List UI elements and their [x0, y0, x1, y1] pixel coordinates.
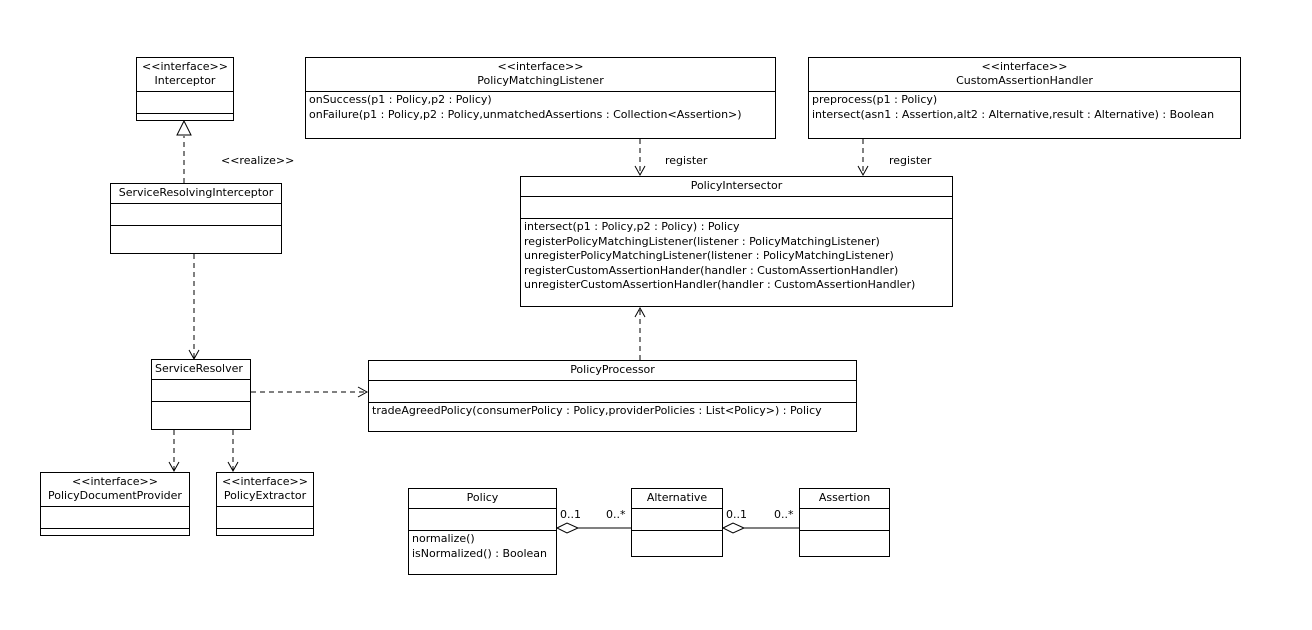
class-name: Policy: [466, 491, 499, 504]
operations-section: [152, 402, 250, 404]
method: registerPolicyMatchingListener(listener : PolicyMatchingListener): [524, 234, 880, 248]
class-header: [306, 58, 775, 92]
class-name: PolicyIntersector: [690, 179, 783, 192]
stereotype: <<interface>>: [72, 475, 158, 488]
attributes-section: [41, 507, 189, 529]
method: isNormalized() : Boolean: [412, 546, 547, 560]
attributes-section: [111, 204, 281, 226]
attributes-section: [521, 197, 952, 219]
class-header: [409, 489, 556, 509]
method: tradeAgreedPolicy(consumerPolicy : Policy,providerPolicies : List<Policy>) : Policy: [372, 404, 822, 417]
class-header: [632, 489, 722, 509]
class-policy-extractor[interactable]: [216, 472, 314, 536]
operations-section: [800, 531, 889, 533]
method: preprocess(p1 : Policy): [812, 93, 938, 106]
register-label: register: [889, 154, 932, 167]
class-assertion[interactable]: [799, 488, 890, 557]
register-label: register: [665, 154, 708, 167]
method: registerCustomAssertionHander(handler : CustomAssertionHandler): [524, 263, 899, 277]
class-policy-matching-listener[interactable]: [305, 57, 776, 139]
operations-section: [809, 92, 1240, 123]
stereotype: <<interface>>: [222, 475, 308, 488]
class-policy-processor[interactable]: [368, 360, 857, 432]
class-name: ServiceResolver: [155, 362, 243, 375]
class-name: ServiceResolvingInterceptor: [118, 186, 274, 199]
class-name: PolicyExtractor: [223, 489, 307, 502]
class-name: PolicyMatchingListener: [477, 74, 604, 87]
multiplicity-label: 0..*: [774, 508, 794, 521]
class-policy[interactable]: [408, 488, 557, 575]
class-name: CustomAssertionHandler: [956, 74, 1093, 87]
class-policy-document-provider[interactable]: [40, 472, 190, 536]
class-header: [137, 58, 233, 92]
operations-section: [369, 403, 856, 420]
attributes-section: [137, 92, 233, 114]
realize-label: <<realize>>: [221, 154, 295, 167]
method: intersect(p1 : Policy,p2 : Policy) : Policy: [524, 220, 740, 233]
attributes-section: [369, 381, 856, 403]
operations-section: [521, 219, 952, 294]
realize-triangle-icon: [177, 121, 191, 135]
multiplicity-label: 0..1: [726, 508, 747, 521]
stereotype: <<interface>>: [142, 60, 228, 73]
class-name: PolicyProcessor: [570, 363, 655, 376]
method: unregisterPolicyMatchingListener(listener : PolicyMatchingListener): [524, 249, 894, 262]
stereotype: <<interface>>: [981, 60, 1068, 73]
aggregation-diamond-icon: [723, 523, 744, 533]
attributes-section: [152, 380, 250, 402]
class-alternative[interactable]: [631, 488, 723, 557]
class-name: PolicyDocumentProvider: [48, 489, 182, 502]
class-header: [41, 473, 189, 507]
attributes-section: [409, 509, 556, 531]
class-header: [800, 489, 889, 509]
attributes-section: [632, 509, 722, 531]
method: unregisterCustomAssertionHandler(handler : CustomAssertionHandler): [524, 278, 916, 291]
method: normalize(): [412, 532, 475, 545]
attributes-section: [217, 507, 313, 529]
class-header: [217, 473, 313, 507]
operations-section: [137, 114, 233, 116]
class-header: [369, 361, 856, 381]
class-service-resolving-interceptor[interactable]: [110, 183, 282, 254]
class-name: Assertion: [818, 491, 871, 504]
multiplicity-label: 0..*: [606, 508, 626, 521]
class-header: [111, 184, 281, 204]
method: onFailure(p1 : Policy,p2 : Policy,unmatchedAssertions : Collection<Assertion>): [309, 107, 742, 121]
method: onSuccess(p1 : Policy,p2 : Policy): [309, 93, 492, 106]
class-name: Interceptor: [154, 74, 216, 87]
operations-section: [41, 529, 189, 531]
aggregation-diamond-icon: [557, 523, 578, 533]
class-header: [152, 360, 250, 380]
class-policy-intersector[interactable]: [520, 176, 953, 307]
operations-section: [217, 529, 313, 531]
class-header: [809, 58, 1240, 92]
class-interceptor[interactable]: [136, 57, 234, 121]
stereotype: <<interface>>: [497, 60, 584, 73]
class-service-resolver[interactable]: [151, 359, 251, 430]
class-name: Alternative: [646, 491, 708, 504]
multiplicity-label: 0..1: [560, 508, 581, 521]
class-header: [521, 177, 952, 197]
operations-section: [409, 531, 556, 562]
operations-section: [306, 92, 775, 123]
operations-section: [111, 226, 281, 228]
method: intersect(asn1 : Assertion,alt2 : Alternative,result : Alternative) : Boolean: [812, 107, 1215, 121]
operations-section: [632, 531, 722, 533]
attributes-section: [800, 509, 889, 531]
class-custom-assertion-handler[interactable]: [808, 57, 1241, 139]
